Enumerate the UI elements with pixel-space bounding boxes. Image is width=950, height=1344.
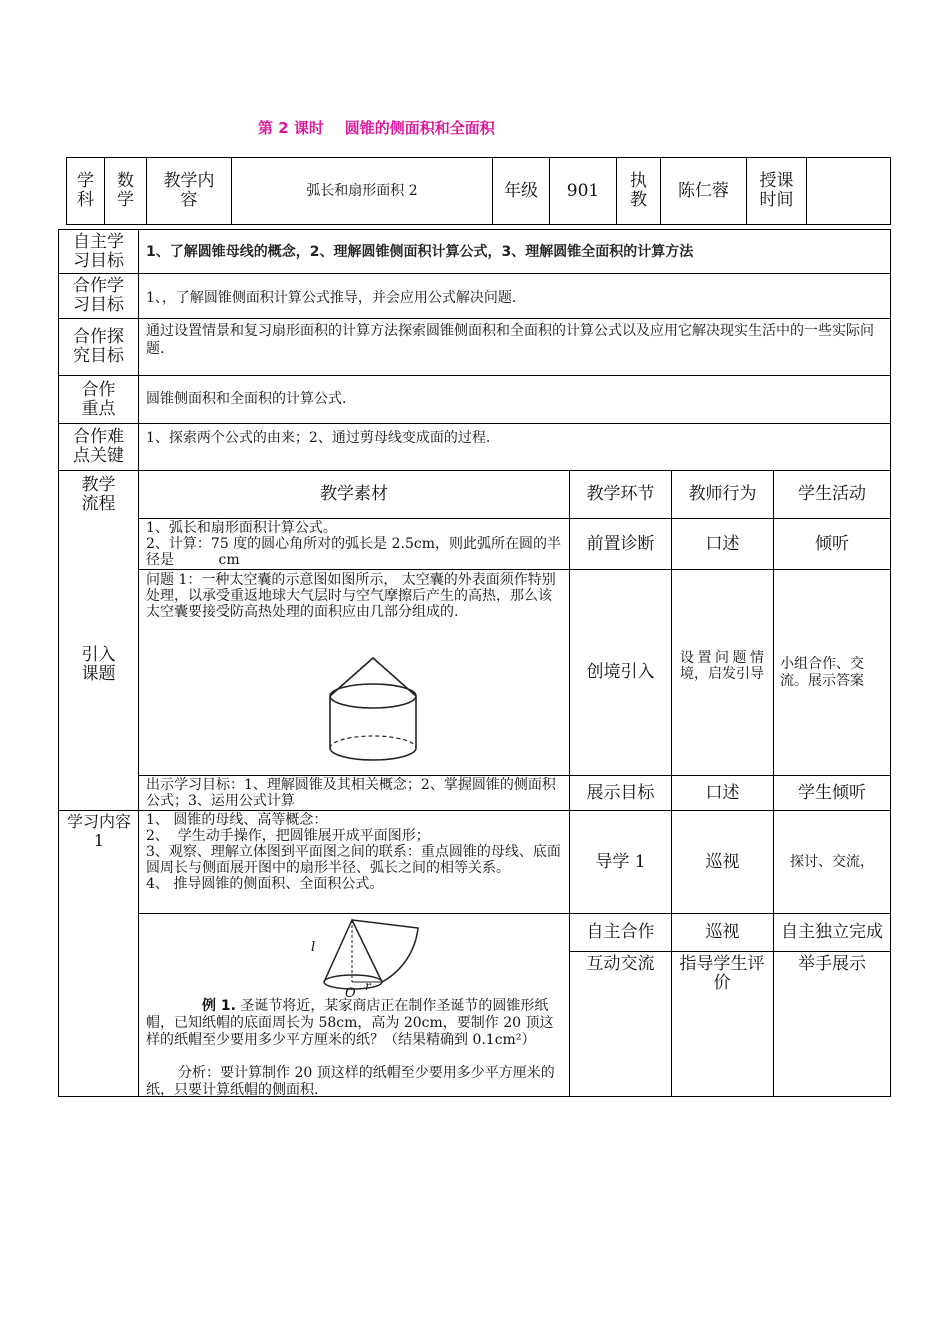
r4-material: 1、 圆锥的母线、高等概念： 2、 学生动手操作，把圆锥展开成平面图形； 3、观察、理解立体图到平面图之间的联系：重点圆锥的母线、底面圆周长与侧面展开图中的扇形半径、弧长之间的相等关系。 4、 推导圆锥的侧面积、全面积公式。 (146, 812, 561, 892)
goal-label-3: 合作探究目标 (73, 327, 124, 366)
grid-line (58, 273, 891, 274)
capsule-figure-icon (322, 656, 424, 764)
content-label: 学习内容 1 (66, 812, 131, 850)
time-label: 授课时间 (759, 171, 794, 210)
grid-line (58, 318, 891, 319)
r6-student: 举手展示 (798, 954, 866, 974)
fig-label-l: l (311, 940, 316, 955)
goal-label-1: 自主学习目标 (73, 231, 124, 271)
r4-student: 探讨、交流， (790, 854, 874, 870)
goal-label-5: 合作难点关键 (73, 427, 124, 466)
r1-student: 倾听 (815, 533, 849, 554)
r3-material: 出示学习目标：1、理解圆锥及其相关概念；2、掌握圆锥的侧面积公式；3、运用公式计算 (146, 777, 556, 809)
fig-label-o: O (345, 986, 356, 1001)
example-block (146, 998, 564, 1049)
r1-stage: 前置诊断 (586, 533, 655, 554)
r6-teacher: 指导学生评价 (679, 954, 765, 993)
goal-text-2: 1、，了解圆锥侧面积计算公式推导，并会应用公式解决问题. (146, 290, 517, 306)
student-header: 学生活动 (798, 484, 866, 504)
r4-stage: 导学 1 (595, 851, 646, 872)
r6-stage: 互动交流 (586, 954, 655, 974)
teacher-value: 陈仁蓉 (678, 180, 729, 201)
grid-line (58, 1096, 139, 1097)
r5-stage: 自主合作 (586, 922, 655, 942)
flow-label: 教学流程 (81, 474, 116, 514)
subject-value: 数学 (117, 171, 134, 210)
grid-line (58, 423, 891, 424)
grid-line (890, 157, 891, 224)
material-header: 教学素材 (320, 484, 388, 504)
goal-label-4: 合作重点 (81, 379, 116, 419)
r2-stage: 创境引入 (586, 662, 655, 682)
r1-teacher: 口述 (705, 533, 740, 554)
grade-label: 年级 (504, 180, 538, 201)
analysis-text: 分析：要计算制作 20 顶这样的纸帽至少要用多少平方厘米的纸，只要计算纸帽的侧面积. (146, 1065, 555, 1098)
intro-label: 引入课题 (81, 644, 116, 684)
goal-text-5: 1、探索两个公式的由来；2、通过剪母线变成面的过程. (146, 430, 491, 446)
time-value (807, 158, 890, 224)
grid-line (569, 951, 891, 952)
fig-label-r: r (365, 979, 371, 993)
grid-line (66, 224, 891, 225)
teacher-header: 教师行为 (688, 484, 757, 504)
content-label: 教学内容 (163, 171, 215, 210)
r3-teacher: 口述 (705, 782, 740, 803)
r3-student: 学生倾听 (798, 782, 866, 803)
goal-text-4: 圆锥侧面积和全面积的计算公式. (146, 391, 347, 407)
grid-line (569, 1096, 891, 1097)
r3-stage: 展示目标 (586, 782, 655, 803)
teacher-label: 执教 (630, 171, 647, 210)
r1-material: 1、弧长和扇形面积计算公式。 2、计算：75 度的圆心角所对的弧长是 2.5cm，则此弧所在圆的半径是 cm (146, 520, 562, 568)
page-title: 第 2 课时 圆锥的侧面积和全面积 (258, 119, 495, 137)
grid-line (138, 569, 891, 570)
example-text: 圣诞节将近，某家商店正在制作圣诞节的圆锥形纸帽，已知纸帽的底面周长为 58cm，高为 20cm，要制作 20 顶这样的纸帽至少要用多少平方厘米的纸？（结果精确到 0.1cm²） (146, 998, 554, 1048)
stage-header: 教学环节 (586, 484, 655, 504)
r5-teacher: 巡视 (705, 922, 740, 942)
grid-line (890, 229, 891, 1097)
r5-student: 自主独立完成 (781, 922, 883, 942)
r2-student: 小组合作、交流。展示答案 (780, 656, 864, 689)
grid-line (58, 375, 891, 376)
subject-label: 学科 (77, 171, 94, 210)
r2-material: 问题 1：一种太空囊的示意图如图所示， 太空囊的外表面须作特别处理，以承受重返地球大气层时与空气摩擦后产生的高热，那么该太空囊要接受防高热处理的面积应由几部分组成的. (146, 572, 556, 620)
r4-teacher: 巡视 (705, 851, 740, 872)
content-value: 弧长和扇形面积 2 (306, 183, 418, 199)
goal-text-3: 通过设置情景和复习扇形面积的计算方法探索圆锥侧面积和全面积的计算公式以及应用它解决现实生活中的一些实际问题. (146, 323, 874, 357)
grid-line (138, 229, 139, 1097)
grade-value: 901 (566, 180, 600, 201)
r2-teacher: 设置问题情境，启发引导 (680, 650, 764, 682)
goal-text-1: 1、了解圆锥母线的概念，2、理解圆锥侧面积计算公式，3、理解圆锥全面积的计算方法 (146, 244, 694, 260)
grid-line (58, 229, 891, 230)
goal-label-2: 合作学习目标 (73, 276, 124, 315)
example-title: 例 1. (202, 998, 236, 1014)
